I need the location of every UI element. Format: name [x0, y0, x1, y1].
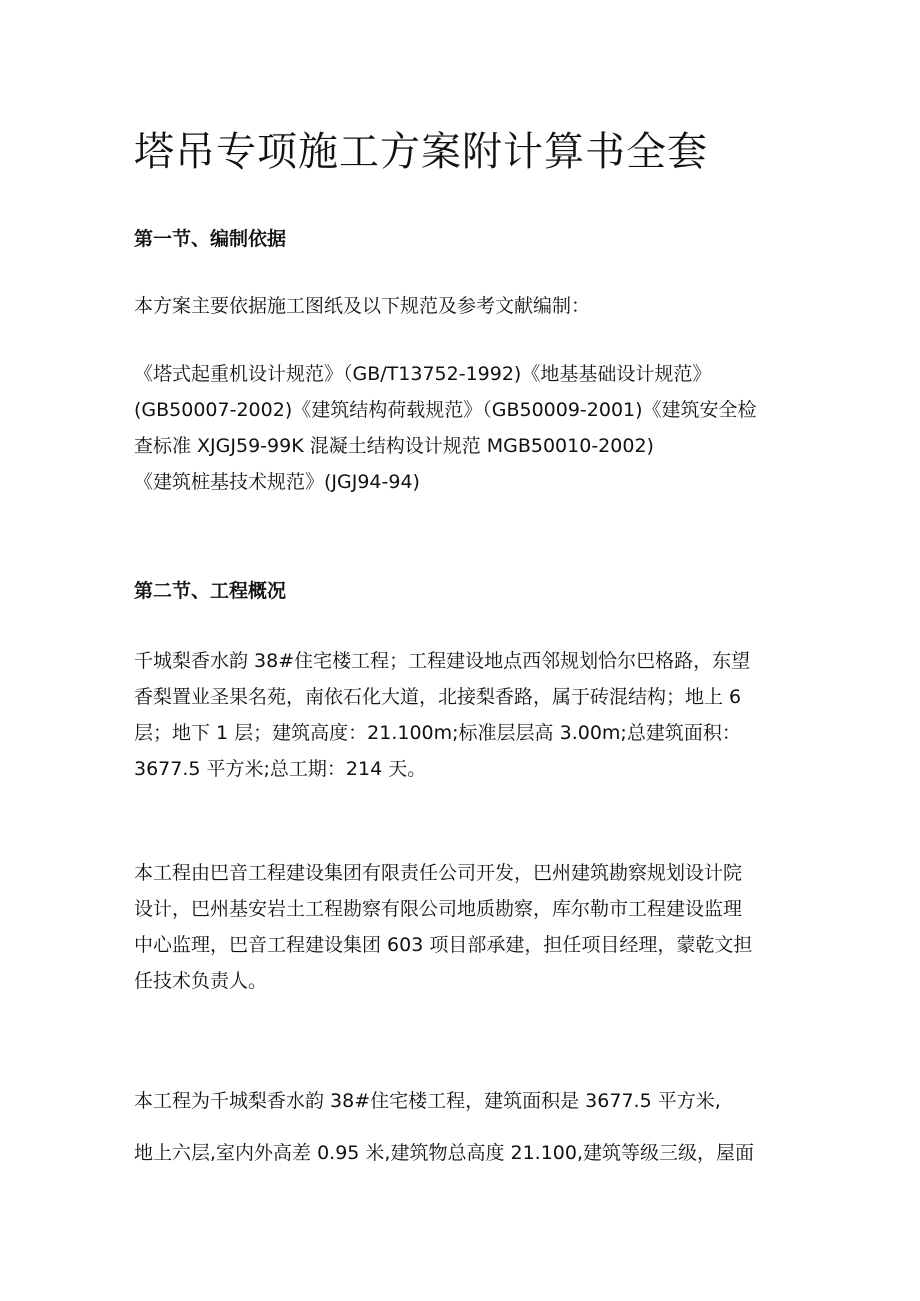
text-line: 层；地下 1 层；建筑高度：21.100m;标准层层高 3.00m;总建筑面积：	[134, 722, 741, 744]
text-line: 千城梨香水韵 38#住宅楼工程；工程建设地点西邻规划恰尔巴格路，东望	[134, 650, 751, 672]
text-line: 地上六层,室内外高差 0.95 米,建筑物总高度 21.100,建筑等级三级，屋面	[134, 1142, 755, 1164]
text-line: 《建筑桩基技术规范》(JGJ94-94)	[134, 471, 420, 493]
section-heading-basis: 第一节、编制依据	[134, 228, 287, 250]
references-paragraph	[134, 356, 794, 500]
text-line: (GB50007-2002)《建筑结构荷载规范》（GB50009-2001)《建筑安全检	[134, 399, 757, 421]
text-line: 《塔式起重机设计规范》（GB/T13752-1992)《地基基础设计规范》	[134, 363, 712, 385]
text-line: 中心监理，巴音工程建设集团 603 项目部承建，担任项目经理，蒙乾文担	[134, 934, 753, 956]
basis-intro-paragraph	[134, 288, 794, 324]
text-line: 本工程由巴音工程建设集团有限责任公司开发，巴州建筑勘察规划设计院	[134, 862, 743, 884]
document-title: 塔吊专项施工方案附计算书全套	[134, 129, 708, 175]
text-line: 3677.5 平方米;总工期：214 天。	[134, 758, 427, 780]
text-line: 任技术负责人。	[134, 970, 268, 992]
overview-paragraph-1	[134, 643, 794, 787]
overview-paragraph-3	[134, 1083, 794, 1171]
text-line: 设计，巴州基安岩土工程勘察有限公司地质勘察，库尔勒市工程建设监理	[134, 898, 743, 920]
text-line: 香梨置业圣果名苑，南依石化大道，北接梨香路，属于砖混结构；地上 6	[134, 686, 742, 708]
text-line: 查标准 XJGJ59-99K 混凝土结构设计规范 MGB50010-2002)	[134, 435, 654, 457]
text-line: 本方案主要依据施工图纸及以下规范及参考文献编制：	[134, 295, 591, 317]
overview-paragraph-2	[134, 855, 794, 999]
text-line: 本工程为千城梨香水韵 38#住宅楼工程，建筑面积是 3677.5 平方米,	[134, 1090, 721, 1112]
section-heading-overview: 第二节、工程概况	[134, 580, 287, 602]
